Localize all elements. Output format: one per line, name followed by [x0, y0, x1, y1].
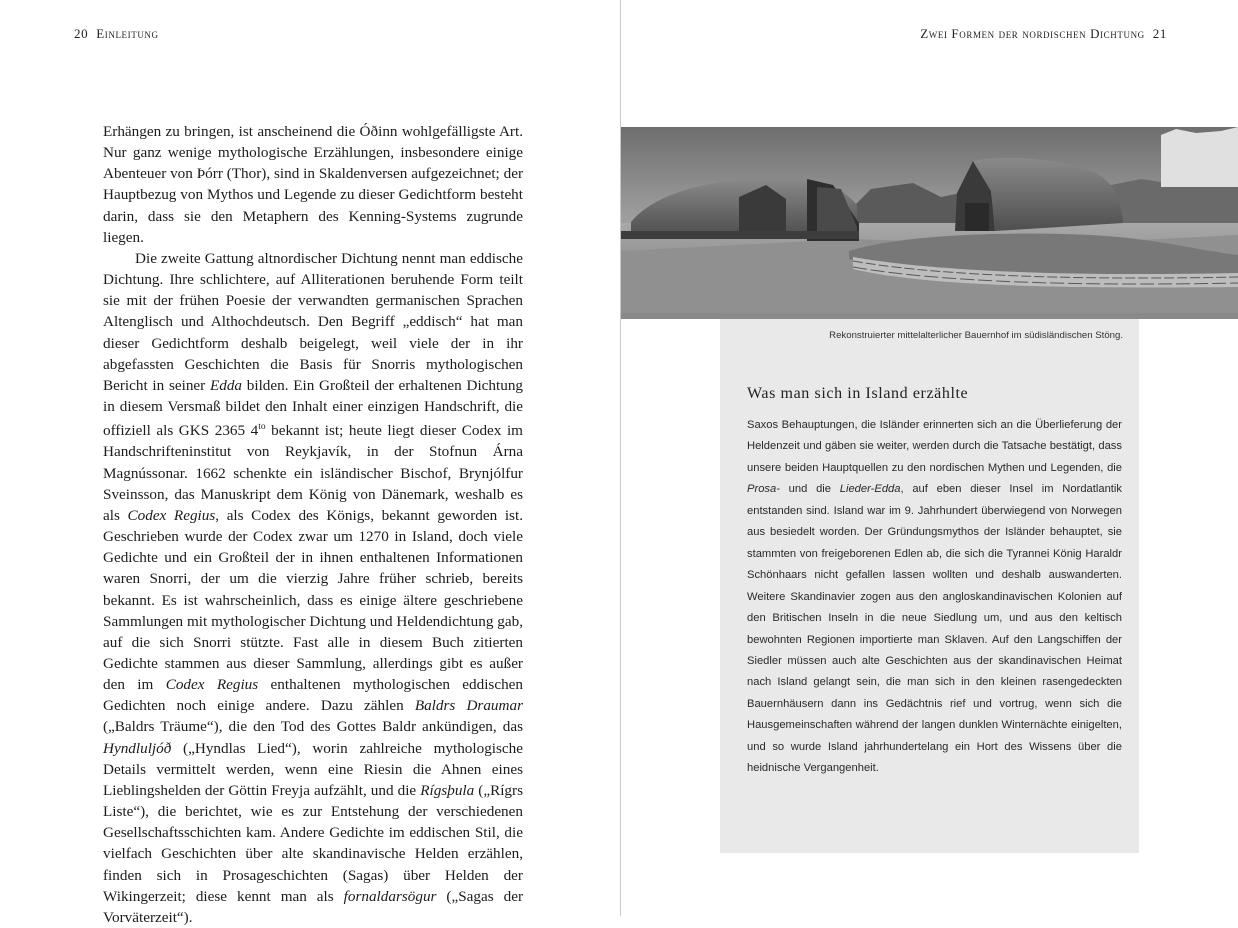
text-run: Erhängen zu bringen, ist anscheinend die Óðinn wohlgefälligste Art. Nur ganz wenige mythologische Erzählungen, insbesondere einige Abenteuer von Þórr (Thor), sind in Skaldenversen aufgezeichnet; der Hauptbezug von Mythos und Legende zu dieser Gedichtform besteht darin, dass sie den Metaphern des Kenning-Systems zugrunde liegen. — [103, 123, 523, 246]
italic-run: Edda — [209, 376, 243, 394]
right-running-title: Zwei Formen der nordischen Dichtung — [920, 26, 1145, 41]
text-run: , als Codex des Königs, bekannt geworden ist. Geschrieben wurde der Codex zwar um 1270 in Island, doch viele Gedichte und ein Großteil der in ihnen enthaltenen Informationen waren Snorri, der um die vierzig Jahre früher schrieb, bereits bekannt. Es ist wahrscheinlich, dass es einige ältere geschriebene Sammlungen mit mythologischer Dichtung und Heldendichtung gab, auf die sich Snorri stützte. Fast alle in diesem Buch zitierten Gedichte stammen aus dieser Sammlung, allerdings gibt es außer den im — [103, 506, 523, 694]
turf-farmhouse-image — [621, 127, 1238, 319]
italic-run: Codex Regius — [165, 676, 259, 694]
text-run: („Rígrs Liste“), die berichtet, wie es zur Entstehung der verschiedenen Gesellschaftsschichten kam. Andere Gedichte im eddischen Stil, die vielfach Geschichten über alte skandinavische Helden erzählen, finden sich in Prosageschichten (Sagas) über Helden der Wikingerzeit; diese kennt man als — [103, 781, 523, 905]
sidebar-text — [747, 415, 1122, 780]
italic-run: Baldrs Draumar — [414, 697, 523, 715]
italic-run: fornaldarsögur — [343, 887, 437, 905]
text-run: („Sagas der Vorväterzeit“). — [103, 887, 523, 926]
right-page — [621, 0, 1238, 916]
main-text-column — [103, 121, 523, 928]
text-run: („Hyndlas Lied“), worin zahlreiche mythologische Details vermittelt werden, wenn eine Riesin die Ahnen eines Lieblingshelden der Göttin Freyja aufzählt, und die — [103, 739, 523, 799]
turf-farmhouse-photo — [621, 127, 1238, 319]
italic-run: Hyndluljóð — [103, 739, 172, 757]
photo-caption: Rekonstruierter mittelalterlicher Bauernhof im südisländischen Stöng. — [829, 330, 1123, 341]
italic-run: Codex Regius — [127, 506, 216, 524]
left-page-number: 20 — [74, 26, 89, 41]
text-run: bekannt ist; heute liegt dieser Codex im Handschrifteninstitut von Reykjavík, in der Stofnun Árna Magnússonar. 1662 schenkte ein isländischer Bischof, Brynjólfur Sveinsson, das Manuskript dem König von Dänemark, weshalb es als — [103, 422, 523, 524]
left-running-title: Einleitung — [96, 26, 159, 41]
body-paragraph — [103, 248, 523, 928]
text-run: Saxos Behauptungen, die Isländer erinnerten sich an die Überlieferung der Heldenzeit und gäben sie weiter, werden durch die Tatsache bestätigt, dass unsere beiden Hauptquellen zu den nordischen Mythen und Legenden, die — [747, 419, 1122, 474]
sidebar-title: Was man sich in Island erzählte — [747, 385, 969, 402]
left-page — [0, 0, 620, 926]
info-sidebar — [720, 319, 1139, 853]
text-run: Die zweite Gattung altnordischer Dichtung nennt man eddische Dichtung. Ihre schlichtere, auf Alliterationen beruhende Form teilt sie mit der frühen Poesie der verwandten germanischen Sprachen Altenglisch und Althochdeutsch. Den Begriff „eddisch“ hat man dieser Gedichtform deshalb beigelegt, weil viele der in ihr abgefassten Geschichten die Basis für Snorris mythologischen Bericht in seiner — [103, 249, 523, 394]
italic-run: Prosa- — [747, 483, 780, 496]
body-paragraph — [103, 121, 523, 248]
superscript-run: to — [258, 422, 266, 433]
left-running-head — [74, 26, 159, 42]
text-run: , auf eben dieser Insel im Nordatlantik entstanden sind. Island war im 9. Jahrhundert überwiegend von Norwegen aus besiedelt worden. Der Gründungsmythos der Isländer behauptet, sie stammten von freigeborenen Edlen ab, die sich die Tyrannei König Haraldr Schönhaars nicht gefallen lassen wollten und deshalb auswanderten. Weitere Skandinavier zogen aus den angloskandinavischen Kolonien auf den Britischen Inseln in die neue Siedlung um, und aus den keltisch bewohnten Regionen importierte man Sklaven. Auf den Langschiffen der Siedler müssen auch alte Geschichten aus der skandinavischen Heimat nach Island gelangt sein, die man sich in den kleinen rasengedeckten Bauernhäusern dann ins Gedächtnis rief und vortrug, wenn sich die Hausgemeinschaften während der langen dunklen Winternächte einigelten, und so wurde Island jahrhundertelang ein Hort des Wissens über die heidnische Vergangenheit. — [747, 483, 1122, 775]
text-run: („Baldrs Träume“), die den Tod des Gottes Baldr ankündigen, das — [103, 718, 523, 736]
text-run: bilden. Ein Großteil der erhaltenen Dichtung in diesem Versmaß bildet den Inhalt einer einzigen Handschrift, die offiziell als GKS 2365 4 — [103, 376, 524, 440]
italic-run: Lieder-Edda — [839, 483, 901, 496]
text-run: und die — [779, 483, 840, 496]
right-running-head — [920, 26, 1167, 42]
text-run: enthaltenen mythologischen eddischen Gedichten noch einige andere. Dazu zählen — [103, 676, 524, 715]
right-page-number: 21 — [1152, 26, 1167, 41]
italic-run: Rígsþula — [420, 781, 475, 799]
